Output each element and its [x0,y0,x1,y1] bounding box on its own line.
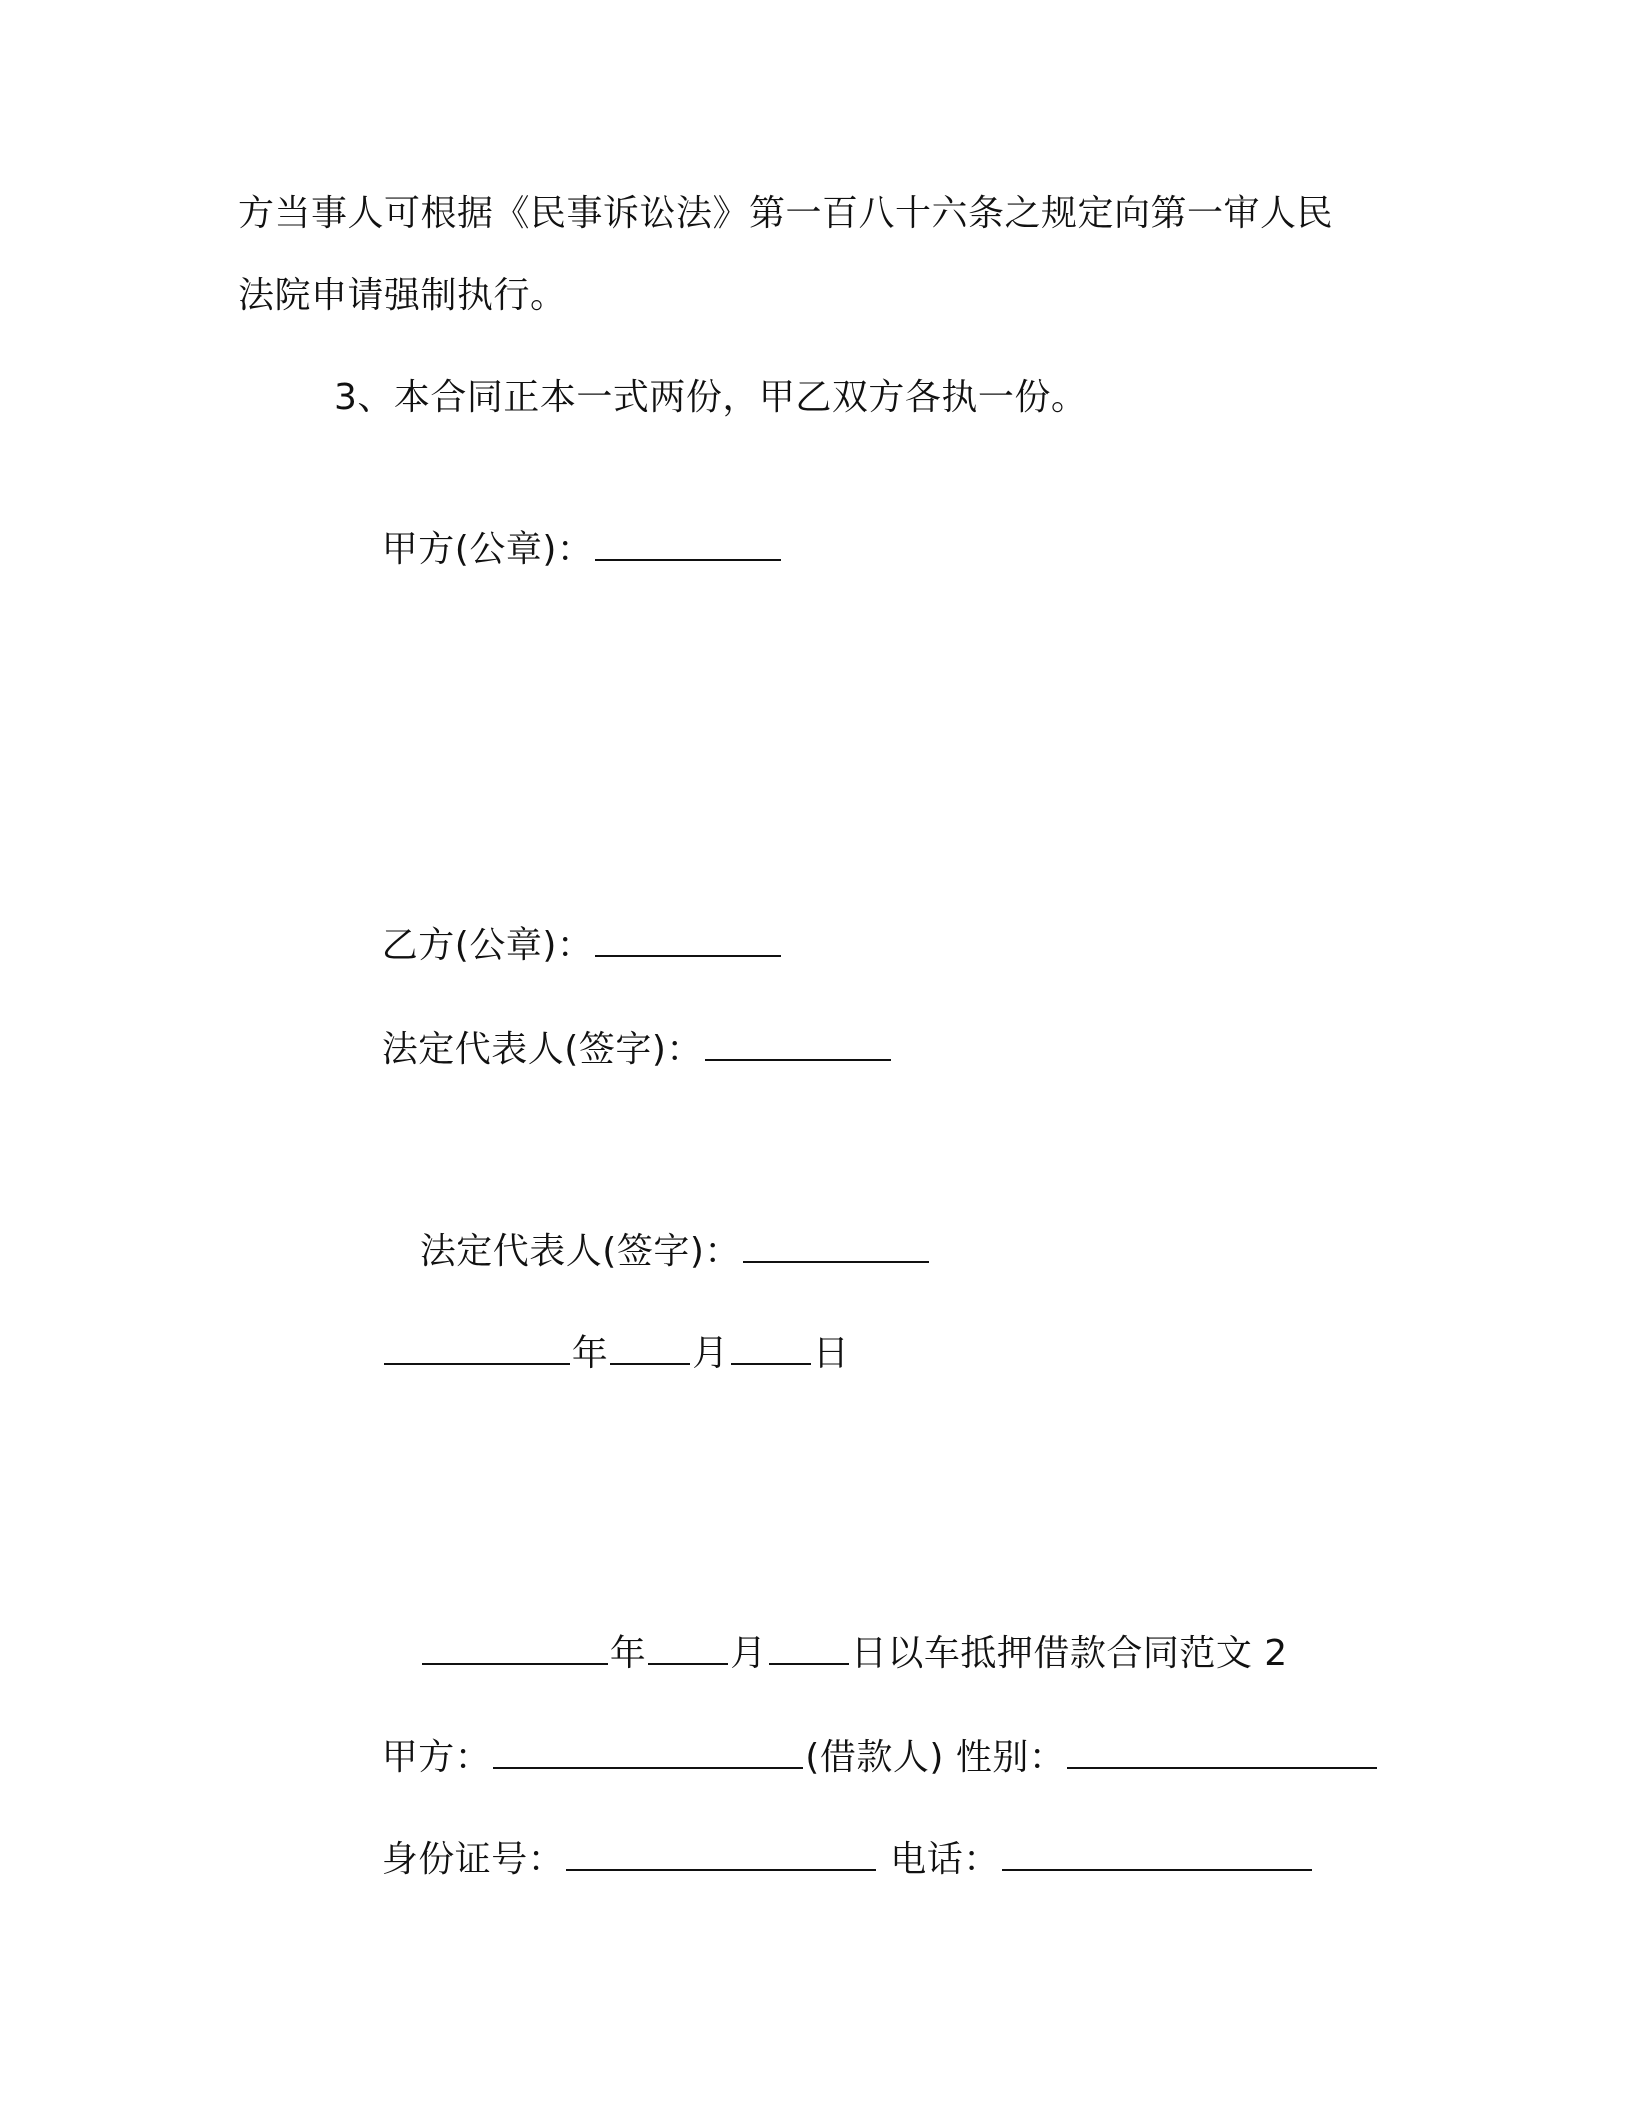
party-a-seal-line [334,478,783,622]
party-a-seal-label: 甲方(公章)： [381,529,594,570]
id-phone-line [334,1788,1314,1932]
heading-month-label: 月 [730,1633,767,1674]
party-b-seal-label: 乙方(公章)： [381,925,594,966]
date-year-blank[interactable] [384,1333,570,1365]
date-line [334,1282,849,1426]
heading-month-blank[interactable] [648,1633,728,1665]
legal-rep-sign-label-2: 法定代表人(签字)： [419,1231,741,1272]
date-year-label: 年 [571,1333,609,1374]
borrower-gender-label: (借款人) 性别： [805,1737,1066,1778]
party-a-name-blank[interactable] [493,1737,803,1769]
heading-year-blank[interactable] [422,1633,608,1665]
heading-title: 日以车抵押借款合同范文 2 [850,1633,1288,1674]
phone-label: 电话： [890,1839,1000,1880]
paragraph-line-1: 方当事人可根据《民事诉讼法》第一百八十六条之规定向第一审人民 [238,193,1334,234]
date-day-blank[interactable] [731,1333,811,1365]
legal-rep-sign-blank-1[interactable] [705,1029,891,1061]
legal-rep-sign-line-1 [334,978,893,1122]
paragraph-line-2: 法院申请强制执行。 [238,275,567,316]
date-month-blank[interactable] [610,1333,690,1365]
legal-rep-sign-blank-2[interactable] [743,1231,929,1263]
id-number-label: 身份证号： [381,1839,565,1880]
heading-year-label: 年 [609,1633,647,1674]
clause-3: 3、本合同正本一式两份，甲乙双方各执一份。 [334,377,1088,418]
legal-rep-sign-label-1: 法定代表人(签字)： [381,1029,703,1070]
gender-blank[interactable] [1067,1737,1377,1769]
date-day-label: 日 [812,1333,850,1374]
heading-day-blank[interactable] [769,1633,849,1665]
id-number-blank[interactable] [566,1839,876,1871]
party-b-seal-blank[interactable] [595,925,781,957]
date-month-label: 月 [692,1333,729,1374]
phone-blank[interactable] [1002,1839,1312,1871]
party-a-label: 甲方： [381,1737,492,1778]
party-a-seal-blank[interactable] [595,529,781,561]
